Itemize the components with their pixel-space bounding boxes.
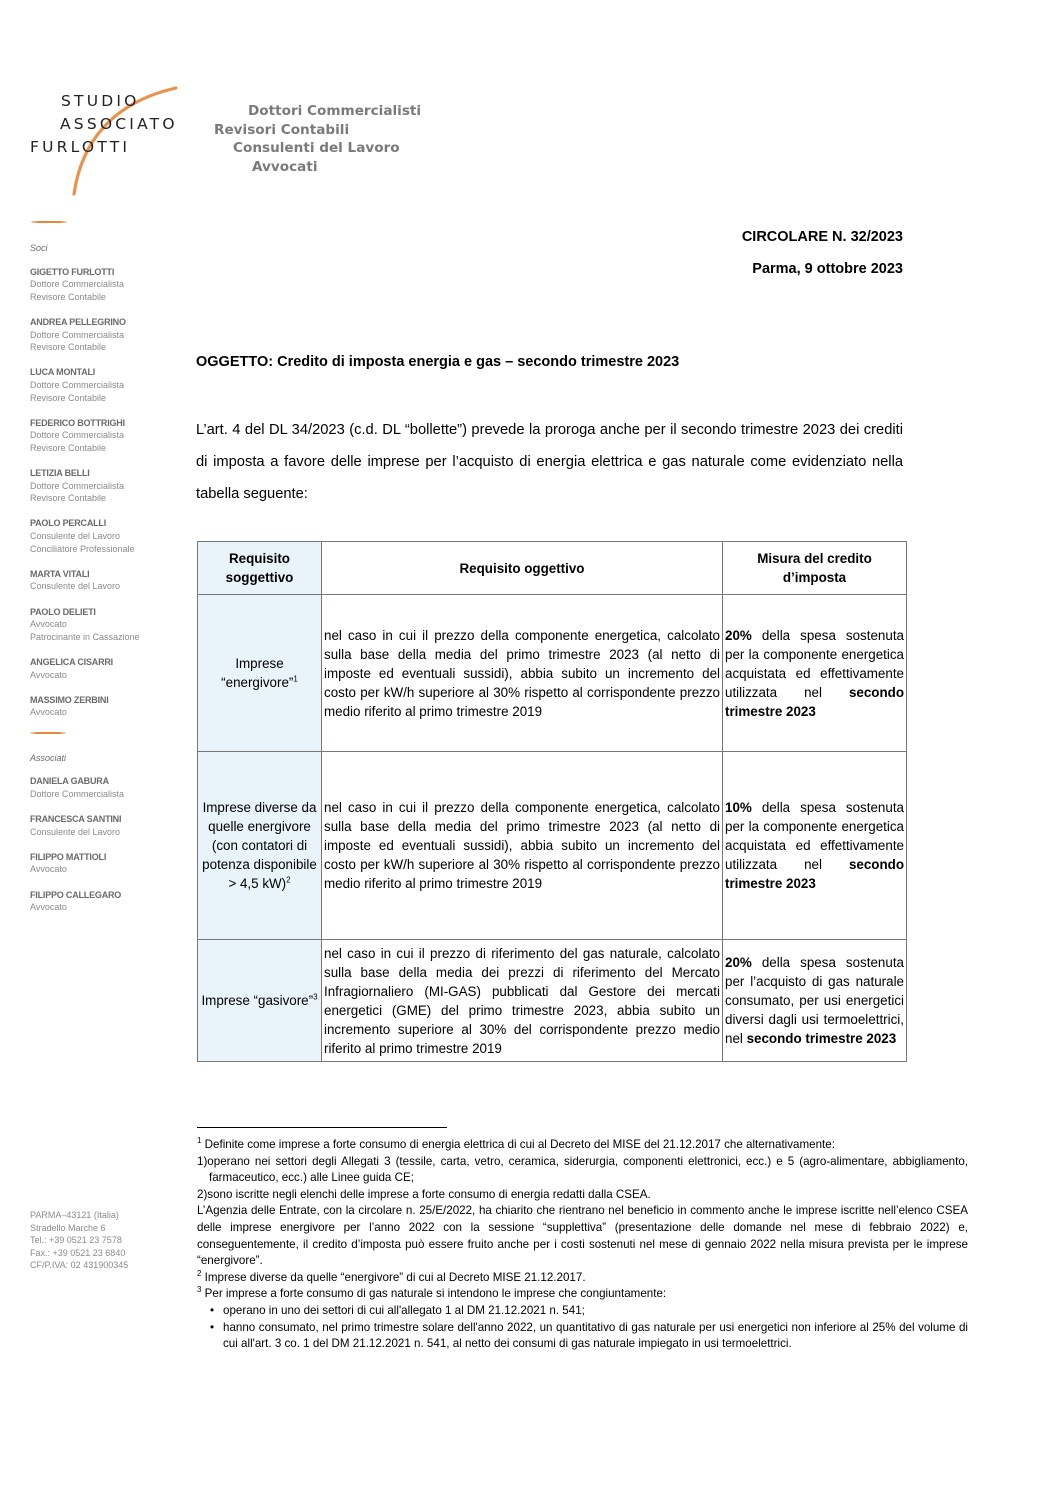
misura-period: secondo trimestre 2023 — [725, 684, 904, 719]
logo-line-1: STUDIO — [61, 92, 140, 110]
logo-line-2: ASSOCIATO — [60, 115, 178, 133]
person-role: Dottore Commercialista — [30, 279, 125, 290]
footnote-ref[interactable]: 2 — [286, 875, 291, 885]
footnote-3-list — [197, 1303, 968, 1353]
footnote-1-note: L’Agenzia delle Entrate, con la circolare n. 25/E/2022, ha chiarito che rientrano nel beneficio in commento anche le imprese iscritte nell’elenco CSEA delle imprese energivore per l’anno 2022 con la sessione “supplettiva” (presentazione delle domande nel mese di febbraio 2022) e, conseguentemente, il credito d’imposta può essere fruito anche per i costi sostenuti nel mese di gennaio 2022 nella misura prevista per le imprese “energivore”. — [197, 1204, 968, 1268]
cell-oggettivo: nel caso in cui il prezzo della componente energetica, calcolato sulla base della media del primo trimestre 2023 (al netto di imposte ed eventuali sussidi), abbia subito un incremento del costo per kW/h superiore al 30% rispetto al corrispondente prezzo medio riferito al primo trimestre 2019 — [322, 752, 723, 940]
address-line: PARMA–43121 (Italia) — [30, 1210, 119, 1220]
credit-table — [197, 541, 907, 1062]
soci-list — [30, 266, 180, 719]
header-oggettivo: Requisito oggettivo — [322, 542, 723, 595]
person-role: Avvocato — [30, 864, 67, 875]
person-name: ANDREA PELLEGRINO — [30, 316, 126, 327]
cell-soggettivo — [198, 595, 322, 752]
person-role: Dottore Commercialista — [30, 379, 125, 390]
circular-header — [742, 228, 903, 292]
footnote-mark: 1 — [197, 1136, 202, 1146]
person-name: FILIPPO CALLEGARO — [30, 889, 122, 900]
header-misura: Misura del credito d’imposta — [723, 542, 907, 595]
person-role: Avvocato — [30, 669, 67, 680]
person-name: DANIELA GABURA — [30, 776, 109, 787]
cell-oggettivo: nel caso in cui il prezzo della componente energetica, calcolato sulla base della media del primo trimestre 2023 (al netto di imposte ed eventuali sussidi), abbia subito un incremento del costo per kW/h superiore al 30% rispetto al corrispondente prezzo medio riferito al primo trimestre 2019 — [322, 595, 723, 752]
person-name: LUCA MONTALI — [30, 367, 96, 378]
person-role: Dottore Commercialista — [30, 430, 125, 441]
sidebar-person — [30, 568, 180, 593]
person-name: MARTA VITALI — [30, 568, 90, 579]
sidebar-person — [30, 316, 180, 354]
sidebar-person — [30, 694, 180, 719]
person-role: Conciliatore Professionale — [30, 543, 135, 554]
firm-line: Avvocati — [252, 158, 318, 175]
firm-line: Revisori Contabili — [214, 121, 350, 138]
soggettivo-text: Imprese “gasivore” — [201, 993, 314, 1008]
footnote-1-item: 2)sono iscritte negli elenchi delle imprese a forte consumo di energia redatti dalla CSEA. — [197, 1187, 651, 1201]
soggettivo-text: Imprese diverse da quelle energivore (con contatori di potenza disponibile > 4,5 kW) — [202, 800, 317, 891]
credit-percent: 10% — [725, 800, 752, 815]
person-role: Revisore Contabile — [30, 291, 107, 302]
misura-period: secondo trimestre 2023 — [725, 857, 904, 891]
cell-misura — [723, 595, 907, 752]
footnote-mark: 2 — [197, 1268, 202, 1278]
footnote-separator — [197, 1127, 447, 1128]
footnote-mark: 3 — [197, 1285, 202, 1295]
person-name: LETIZIA BELLI — [30, 468, 90, 479]
firm-line: Dottori Commercialisti — [248, 103, 422, 119]
firm-logo — [28, 82, 188, 202]
footnote-ref[interactable]: 1 — [293, 674, 298, 684]
footnote-text: Imprese diverse da quelle “energivore” di cui al Decreto MISE 21.12.2017. — [201, 1270, 586, 1284]
header-soggettivo: Requisito soggettivo — [198, 542, 322, 595]
misura-text: della spesa sostenuta per l’acquisto di gas naturale consumato, per usi energetici diversi dagli usi termoelettrici, nel — [725, 955, 904, 1046]
cell-soggettivo — [198, 752, 322, 940]
credit-percent: 20% — [725, 627, 752, 643]
footnote-1 — [197, 1137, 968, 1154]
cell-oggettivo: nel caso in cui il prezzo di riferimento del gas naturale, calcolato sulla base della media dei prezzi di riferimento del Mercato Infragiornaliero (MI-GAS) pubblicati dal Gestore dei mercati energetici (GME) del primo trimestre 2023, abbia subito un incremento superiore al 30% del corrispondente prezzo medio riferito al primo trimestre 2019 — [322, 940, 723, 1062]
associati-heading: Associati — [30, 752, 67, 763]
sidebar-person — [30, 417, 180, 455]
person-name: FEDERICO BOTTRIGHI — [30, 417, 125, 428]
person-role: Avvocato — [30, 902, 67, 913]
cell-misura — [723, 752, 907, 940]
person-role: Patrocinante in Cassazione — [30, 631, 140, 642]
address-line: CF/P.IVA: 02 431900345 — [30, 1260, 129, 1271]
person-role: Revisore Contabile — [30, 493, 107, 504]
misura-text: della spesa sostenuta per la componente energetica acquistata ed effettivamente utilizzata nel — [725, 627, 904, 700]
footnote-3 — [197, 1286, 968, 1303]
sidebar-person — [30, 366, 180, 404]
footnotes — [197, 1137, 968, 1353]
circular-number: CIRCOLARE N. 32/2023 — [741, 229, 903, 245]
soggettivo-text: Imprese “energivore” — [221, 656, 294, 690]
person-name: MASSIMO ZERBINI — [30, 694, 109, 705]
person-role: Revisore Contabile — [30, 442, 107, 453]
section-divider — [30, 732, 66, 734]
sidebar-person — [30, 656, 180, 681]
footnote-3-item: • operano in uno dei settori di cui all'allegato 1 al DM 21.12.2021 n. 541; — [223, 1303, 968, 1320]
sidebar-person — [30, 606, 180, 644]
person-name: FILIPPO MATTIOLI — [30, 851, 107, 862]
person-name: PAOLO DELIETI — [30, 606, 96, 617]
footnote-2 — [197, 1270, 968, 1287]
misura-text: della spesa sostenuta per la componente energetica acquistata ed effettivamente utilizzata nel — [725, 800, 904, 872]
person-role: Avvocato — [30, 619, 67, 630]
soci-heading: Soci — [30, 243, 48, 253]
misura-period: secondo trimestre 2023 — [746, 1031, 897, 1046]
person-name: FRANCESCA SANTINI — [30, 813, 122, 824]
person-role: Dottore Commercialista — [30, 480, 125, 491]
firm-line: Consulenti del Lavoro — [233, 140, 400, 156]
address-line: Fax.: +39 0521 23 6840 — [30, 1247, 126, 1258]
address-line: Tel.: +39 0521 23 7578 — [30, 1235, 122, 1246]
associati-list — [30, 775, 180, 914]
office-address — [30, 1209, 128, 1272]
subject-line: OGGETTO: Credito di imposta energia e gas – secondo trimestre 2023 — [196, 354, 680, 370]
firm-profession-lines — [214, 102, 421, 176]
sidebar-person — [30, 851, 180, 876]
person-name: ANGELICA CISARRI — [30, 657, 113, 667]
person-role: Dottore Commercialista — [30, 329, 125, 340]
cell-soggettivo — [198, 940, 322, 1062]
sidebar-person — [30, 813, 180, 838]
credit-percent: 20% — [725, 955, 752, 970]
sidebar-person — [30, 467, 180, 505]
intro-paragraph: L’art. 4 del DL 34/2023 (c.d. DL “bollette”) prevede la proroga anche per il secondo trimestre 2023 dei crediti di imposta a favore delle imprese per l’acquisto di energia elettrica e gas naturale come evidenziato nella tabella seguente: — [196, 422, 903, 502]
person-role: Consulente del Lavoro — [30, 531, 121, 542]
logo-underline — [31, 221, 67, 223]
person-name: GIGETTO FURLOTTI — [30, 266, 115, 277]
sidebar-person — [30, 266, 180, 304]
footnote-text: Per imprese a forte consumo di gas naturale si intendono le imprese che congiuntamente: — [201, 1287, 667, 1301]
footnote-1-item: 1)operano nei settori degli Allegati 3 (tessile, carta, vetro, ceramica, siderurgia, componenti elettronici, ecc.) e 5 (agro-alimentare, abbigliamento, farmaceutico, ecc.) alle Linee guida CE; — [197, 1154, 968, 1185]
sidebar-person — [30, 517, 180, 555]
footnote-text: Definite come imprese a forte consumo di energia elettrica di cui al Decreto del MISE del 21.12.2017 che alternativamente: — [201, 1138, 835, 1151]
person-role: Avvocato — [30, 707, 67, 718]
person-role: Dottore Commercialista — [30, 788, 125, 799]
logo-line-3: FURLOTTI — [30, 138, 131, 156]
cell-misura — [723, 940, 907, 1062]
table-row — [198, 752, 907, 940]
circular-date: Parma, 9 ottobre 2023 — [752, 261, 903, 277]
partners-sidebar — [30, 242, 180, 926]
person-role: Revisore Contabile — [30, 392, 107, 403]
sidebar-person — [30, 889, 180, 914]
table-row — [198, 940, 907, 1062]
table-row — [198, 595, 907, 752]
table-header-row — [198, 542, 907, 595]
person-role: Consulente del Lavoro — [30, 581, 121, 592]
footnote-3-item: • hanno consumato, nel primo trimestre solare dell'anno 2022, un quantitativo di gas naturale per usi energetici non inferiore al 25% del volume di cui all'art. 3 co. 1 del DM 21.12.2021 n. 541, al netto dei consumi di gas naturale impiegato in usi termoelettrici. — [223, 1320, 968, 1353]
address-line: Stradello Marche 6 — [30, 1222, 106, 1233]
person-name: PAOLO PERCALLI — [30, 518, 107, 529]
footnote-ref[interactable]: 3 — [313, 992, 318, 1002]
person-role: Consulente del Lavoro — [30, 826, 121, 837]
sidebar-person — [30, 775, 180, 800]
person-role: Revisore Contabile — [30, 342, 107, 353]
